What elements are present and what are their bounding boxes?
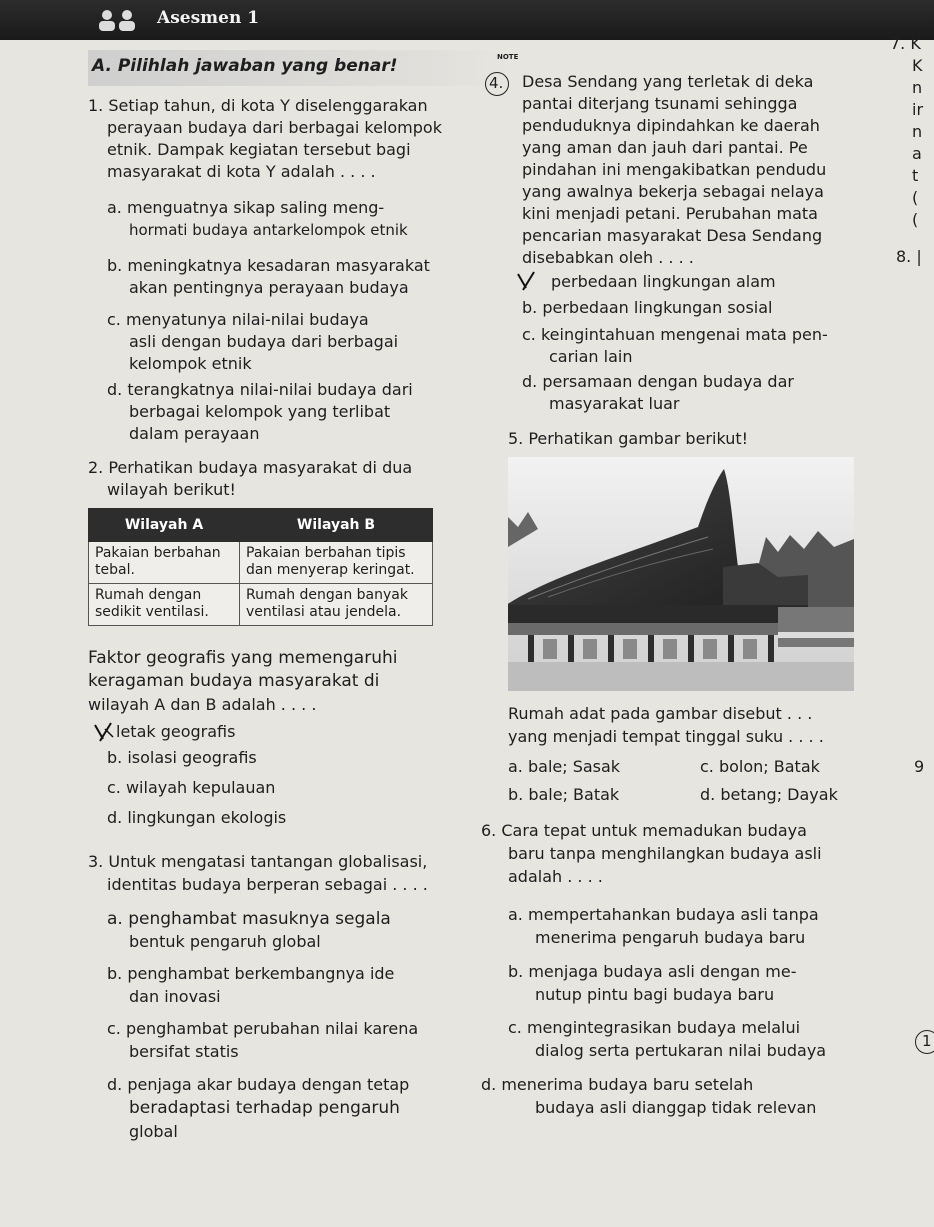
- q5-option-b[interactable]: b. bale; Batak: [508, 785, 620, 804]
- q2-question-line: Faktor geografis yang memengaruhi: [88, 648, 398, 668]
- q2-question-line: wilayah A dan B adalah . . . .: [88, 695, 317, 714]
- q6-option-a[interactable]: a. mempertahankan budaya asli tanpa: [508, 905, 819, 924]
- q4-stem-line: disebabkan oleh . . . .: [522, 248, 694, 267]
- q4-option-c[interactable]: c. keingintahuan mengenai mata pen-: [522, 325, 828, 344]
- section-heading: [88, 50, 508, 86]
- q1-option-d-cont: berbagai kelompok yang terlibat: [129, 402, 391, 421]
- q3-option-a-cont: bentuk pengaruh global: [129, 932, 321, 951]
- q6-stem-line: baru tanpa menghilangkan budaya asli: [508, 844, 822, 863]
- q4-option-b[interactable]: b. perbedaan lingkungan sosial: [522, 298, 773, 317]
- note-label: NOTE: [497, 53, 519, 61]
- q4-stem-line: yang aman dan jauh dari pantai. Pe: [522, 138, 808, 157]
- q5-option-d[interactable]: d. betang; Dayak: [700, 785, 838, 804]
- q4-option-d[interactable]: d. persamaan dengan budaya dar: [522, 372, 794, 391]
- q1-option-b-cont: akan pentingnya perayaan budaya: [129, 278, 409, 297]
- q3-option-b[interactable]: b. penghambat berkembangnya ide: [107, 964, 395, 983]
- q4-stem-line: Desa Sendang yang terletak di deka: [522, 72, 814, 91]
- edge-fragment: (: [912, 210, 919, 229]
- edge-fragment: t: [912, 166, 919, 185]
- q1-option-d-cont: dalam perayaan: [129, 424, 260, 443]
- q2-stem-line: wilayah berikut!: [107, 480, 236, 499]
- q4-stem-line: penduduknya dipindahkan ke daerah: [522, 116, 820, 135]
- q2-option-b[interactable]: b. isolasi geografis: [107, 748, 257, 767]
- q6-option-b[interactable]: b. menjaga budaya asli dengan me-: [508, 962, 797, 981]
- q6-option-c[interactable]: c. mengintegrasikan budaya melalui: [508, 1018, 801, 1037]
- q3-option-d-cont: beradaptasi terhadap pengaruh: [129, 1098, 400, 1118]
- q1-option-d[interactable]: d. terangkatnya nilai-nilai budaya dari: [107, 380, 413, 399]
- traditional-house-photo: [508, 457, 854, 691]
- region-comparison-table: [88, 508, 433, 626]
- q3-stem-line: identitas budaya berperan sebagai . . . .: [107, 875, 428, 894]
- assessment-title: Asesmen 1: [157, 8, 260, 28]
- q6-option-d-cont: budaya asli dianggap tidak relevan: [535, 1098, 817, 1117]
- q8-number: 8. |: [896, 247, 922, 266]
- q5-stem: 5. Perhatikan gambar berikut!: [508, 429, 749, 448]
- q6-stem-line: 6. Cara tepat untuk memadukan budaya: [481, 821, 807, 840]
- q1-stem-line: masyarakat di kota Y adalah . . . .: [107, 162, 376, 181]
- edge-fragment: n: [912, 122, 923, 141]
- q1-option-a[interactable]: a. menguatnya sikap saling meng-: [107, 198, 385, 217]
- q1-option-a-cont: hormati budaya antarkelompok etnik: [129, 221, 408, 239]
- edge-fragment: (: [912, 188, 919, 207]
- q4-option-a[interactable]: perbedaan lingkungan alam: [551, 272, 776, 291]
- header-band: [0, 0, 934, 40]
- q6-option-d[interactable]: d. menerima budaya baru setelah: [481, 1075, 754, 1094]
- edge-fragment: a: [912, 144, 922, 163]
- q3-option-a[interactable]: a. penghambat masuknya segala: [107, 909, 391, 929]
- answer-mark-icon: [514, 268, 540, 294]
- q5-option-c[interactable]: c. bolon; Batak: [700, 757, 820, 776]
- students-icon: [95, 7, 141, 33]
- q6-option-a-cont: menerima pengaruh budaya baru: [535, 928, 806, 947]
- q3-option-b-cont: dan inovasi: [129, 987, 221, 1006]
- q2-question-line: keragaman budaya masyarakat di: [88, 671, 380, 691]
- q6-stem-line: adalah . . . .: [508, 867, 603, 886]
- section-title: A. Pilihlah jawaban yang benar!: [92, 56, 398, 76]
- q2-option-a[interactable]: letak geografis: [116, 722, 236, 741]
- q6-option-c-cont: dialog serta pertukaran nilai budaya: [535, 1041, 827, 1060]
- edge-circle-number: 1: [922, 1032, 932, 1050]
- table-cell: Pakaian berbahan tipis dan menyerap keringat.: [240, 542, 433, 584]
- table-header: Wilayah A: [89, 509, 240, 542]
- q5-question-line: Rumah adat pada gambar disebut . . .: [508, 704, 813, 723]
- edge-fragment: ir: [912, 100, 924, 119]
- q1-stem-line: etnik. Dampak kegiatan tersebut bagi: [107, 140, 411, 159]
- q2-stem-line: 2. Perhatikan budaya masyarakat di dua: [88, 458, 413, 477]
- q1-stem-line: perayaan budaya dari berbagai kelompok: [107, 118, 442, 137]
- q2-option-d[interactable]: d. lingkungan ekologis: [107, 808, 287, 827]
- q4-number: 4.: [489, 74, 504, 92]
- q4-option-d-cont: masyarakat luar: [549, 394, 680, 413]
- q3-option-d[interactable]: d. penjaga akar budaya dengan tetap: [107, 1075, 410, 1094]
- q2-option-c[interactable]: c. wilayah kepulauan: [107, 778, 276, 797]
- q3-stem-line: 3. Untuk mengatasi tantangan globalisasi,: [88, 852, 428, 871]
- table-cell: Rumah dengan banyak ventilasi atau jendela.: [240, 584, 433, 626]
- q3-option-c-cont: bersifat statis: [129, 1042, 239, 1061]
- q4-stem-line: pantai diterjang tsunami sehingga: [522, 94, 798, 113]
- q7-number: 7. K: [890, 34, 921, 53]
- q4-option-c-cont: carian lain: [549, 347, 633, 366]
- q4-stem-line: pencarian masyarakat Desa Sendang: [522, 226, 823, 245]
- table-cell: Rumah dengan sedikit ventilasi.: [89, 584, 240, 626]
- q4-stem-line: kini menjadi petani. Perubahan mata: [522, 204, 818, 223]
- q3-option-c[interactable]: c. penghambat perubahan nilai karena: [107, 1019, 419, 1038]
- edge-fragment: K: [912, 56, 923, 75]
- q1-stem-line: 1. Setiap tahun, di kota Y diselenggarakan: [88, 96, 428, 115]
- q3-option-d-cont: global: [129, 1122, 178, 1141]
- table-row: [89, 542, 433, 584]
- table-cell: Pakaian berbahan tebal.: [89, 542, 240, 584]
- table-header: Wilayah B: [240, 509, 433, 542]
- answer-mark-icon: [91, 719, 117, 745]
- q6-option-b-cont: nutup pintu bagi budaya baru: [535, 985, 775, 1004]
- edge-fragment: n: [912, 78, 923, 97]
- q1-option-c-cont: asli dengan budaya dari berbagai: [129, 332, 399, 351]
- q1-option-c-cont: kelompok etnik: [129, 354, 252, 373]
- q5-question-line: yang menjadi tempat tinggal suku . . . .: [508, 727, 824, 746]
- q9-fragment: 9: [914, 757, 925, 776]
- q1-option-c[interactable]: c. menyatunya nilai-nilai budaya: [107, 310, 369, 329]
- q4-stem-line: yang awalnya bekerja sebagai nelaya: [522, 182, 824, 201]
- q5-option-a[interactable]: a. bale; Sasak: [508, 757, 621, 776]
- table-row: [89, 584, 433, 626]
- q1-option-b[interactable]: b. meningkatnya kesadaran masyarakat: [107, 256, 430, 275]
- q4-stem-line: pindahan ini mengakibatkan pendudu: [522, 160, 827, 179]
